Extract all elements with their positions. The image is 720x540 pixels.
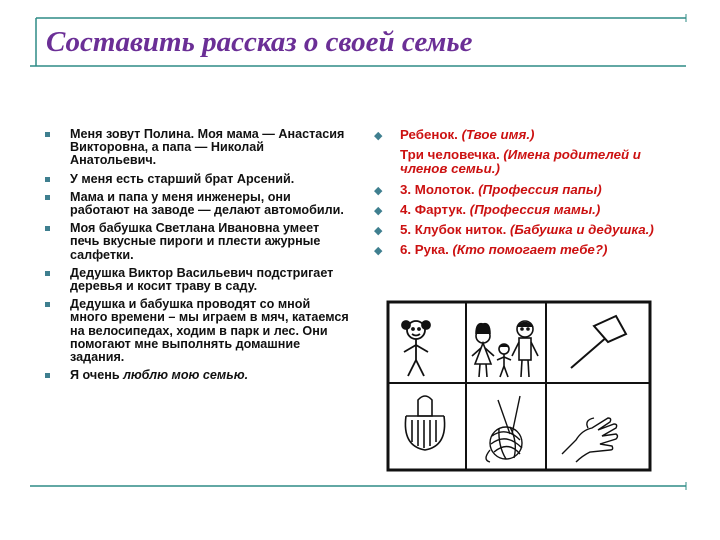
story-list-item	[44, 298, 350, 364]
legend-item-hint: (Имена родителей и членов семьи.)	[400, 147, 641, 177]
diamond-bullet-icon: ◆	[374, 130, 383, 142]
story-list-item	[44, 173, 350, 186]
story-list-text: Я очень	[70, 368, 124, 383]
pictogram-legend-list	[372, 128, 672, 263]
legend-list-item	[372, 148, 672, 176]
legend-list-item	[372, 183, 672, 197]
story-list-text: Мама и папа у меня инженеры, они работают на заводе — делают автомобили.	[70, 189, 344, 218]
square-bullet-icon	[45, 373, 50, 378]
square-bullet-icon	[45, 271, 50, 276]
story-list-item	[44, 191, 350, 217]
story-list-text: Дедушка Виктор Васильевич подстригает деревья и косит траву в саду.	[70, 265, 334, 294]
legend-item-label: 5. Клубок ниток.	[400, 222, 510, 238]
square-bullet-icon	[45, 302, 50, 307]
story-list-text: Дедушка и бабушка проводят со мной много времени – мы играем в мяч, катаемся на велосипедах, ходим в парк и лес. Они помогают мне выполнять домашние задания.	[70, 297, 349, 365]
legend-item-hint: (Твое имя.)	[461, 127, 535, 142]
story-list-item	[44, 222, 350, 262]
story-list-italic-text: люблю мою семью.	[123, 368, 249, 383]
story-list-text: Меня зовут Полина. Моя мама — Анастасия Викторовна, а папа — Николай Анатольевич.	[70, 127, 345, 168]
legend-item-hint: (Кто помогает тебе?)	[452, 242, 608, 258]
legend-item-label: Три человечка.	[400, 147, 504, 163]
story-list-item	[44, 128, 350, 168]
diamond-bullet-icon: ◆	[374, 204, 383, 217]
story-list-text: Моя бабушка Светлана Ивановна умеет печь вкусные пироги и плести ажурные салфетки.	[70, 221, 321, 262]
square-bullet-icon	[45, 132, 50, 137]
diamond-bullet-icon: ◆	[374, 245, 383, 258]
legend-item-label: 4. Фартук.	[400, 201, 470, 217]
legend-item-hint: (Бабушка и дедушка.)	[509, 222, 654, 238]
legend-item-hint: (Профессия папы)	[478, 181, 602, 197]
slide-title: Составить рассказ о своей семье	[46, 26, 473, 58]
story-list-item	[44, 369, 350, 382]
story-list	[44, 128, 350, 387]
legend-item-label: 3. Молоток.	[400, 181, 479, 197]
diamond-bullet-icon: ◆	[374, 225, 383, 238]
legend-item-label: Ребенок.	[400, 127, 462, 142]
diamond-bullet-icon: ◆	[374, 184, 383, 197]
square-bullet-icon	[45, 226, 50, 231]
square-bullet-icon	[45, 195, 50, 200]
pictogram-grid	[386, 300, 652, 472]
story-list-item	[44, 267, 350, 293]
square-bullet-icon	[45, 177, 50, 182]
legend-list-item	[372, 203, 672, 217]
legend-list-item	[372, 128, 672, 142]
legend-item-label: 6. Рука.	[400, 242, 453, 258]
legend-list-item	[372, 223, 672, 237]
story-list-text: У меня есть старший брат Арсений.	[70, 171, 295, 186]
legend-list-item	[372, 243, 672, 257]
legend-item-hint: (Профессия мамы.)	[469, 201, 601, 217]
